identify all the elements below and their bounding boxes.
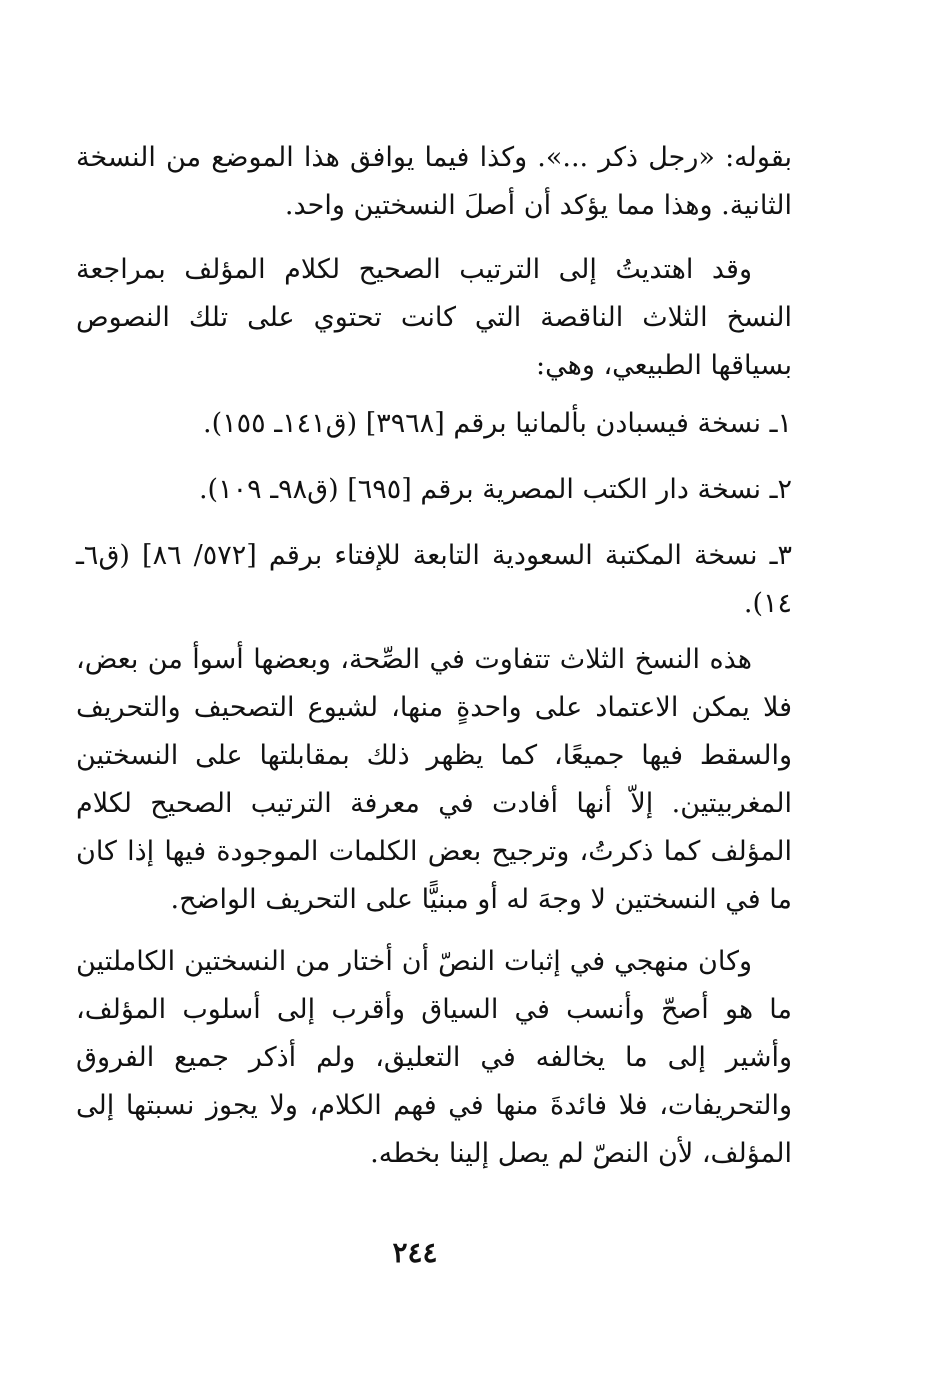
manuscript-item-3: ٣ـ نسخة المكتبة السعودية التابعة للإفتاء برقم [٥٧٢/ ٨٦] (ق٦ـ ١٤).: [76, 540, 792, 619]
manuscript-item-2: ٢ـ نسخة دار الكتب المصرية برقم [٦٩٥] (ق٩٨ـ ١٠٩).: [198, 474, 792, 505]
paragraph-1: بقوله: «رجل ذكر ...». وكذا فيما يوافق هذا الموضع من النسخة الثانية. وهذا مما يؤكد أن أصلَ النسختين واحد.: [76, 142, 792, 221]
paragraph-2: وقد اهتديتُ إلى الترتيب الصحيح لكلام المؤلف بمراجعة النسخ الثلاث الناقصة التي كانت تحتوي على تلك النصوص بسياقها الطبيعي، وهي:: [76, 254, 792, 381]
manuscript-item-1: ١ـ نسخة فيسبادن بألمانيا برقم [٣٩٦٨] (ق١٤١ـ ١٥٥).: [202, 408, 792, 439]
paragraph-4: وكان منهجي في إثبات النصّ أن أختار من النسختين الكاملتين ما هو أصحّ وأنسب في السياق وأقرب إلى أسلوب المؤلف، وأشير إلى ما يخالفه في التعليق، ولم أذكر جميع الفروق والتحريفات، فلا فائدةَ منها في فهم الكلام، ولا يجوز نسبتها إلى المؤلف، لأن النصّ لم يصل إلينا بخطه.: [76, 946, 792, 1169]
paragraph-3: هذه النسخ الثلاث تتفاوت في الصِّحة، وبعضها أسوأ من بعض، فلا يمكن الاعتماد على واحدةٍ منها، لشيوع التصحيف والتحريف والسقط فيها جميعًا، كما يظهر ذلك بمقابلتها على النسختين المغربيتين. إلاّ أنها أفادت في معرفة الترتيب الصحيح لكلام المؤلف كما ذكرتُ، وترجيح بعض الكلمات الموجودة فيها إذا كان ما في النسختين لا وجهَ له أو مبنيًّا على التحريف الواضح.: [76, 644, 792, 915]
page-number: ٢٤٤: [392, 1236, 438, 1269]
